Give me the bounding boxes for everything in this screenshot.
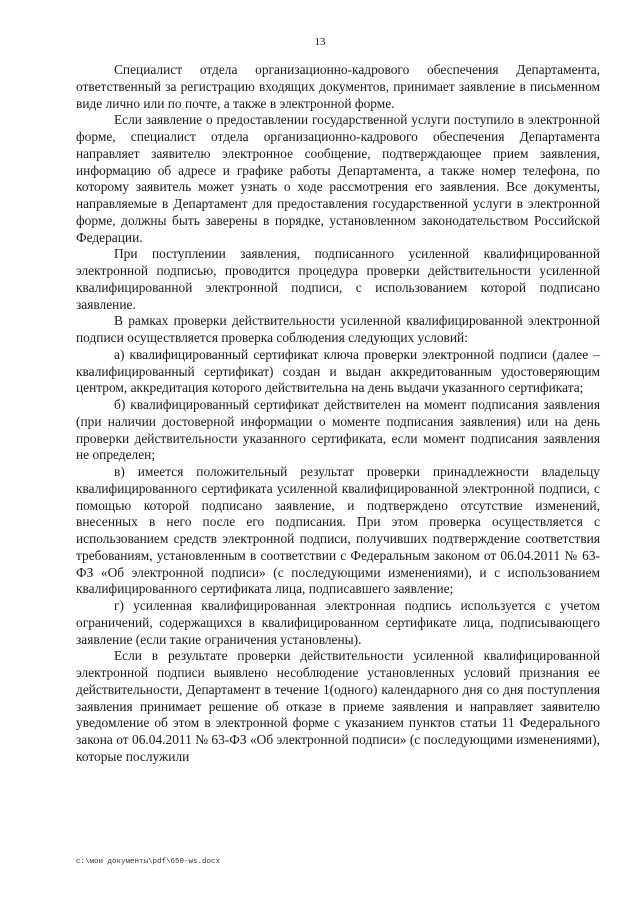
paragraph-electronic-application: Если заявление о предоставлении государственной услуги поступило в электронной форме, специалист отдела организационно-кадрового обеспечения Департамента направляет заявителю электронное сообщение, подтверждающее прием заявления, информацию об адресе и графике работы Департамента, а также номер телефона, по которому заявитель может узнать о ходе рассмотрения его заявления. Все документы, направляемые в Департамент для предоставления государственной услуги в электронной форме, должны быть заверены в порядке, установленном законодательством Российской Федерации. [76, 112, 600, 245]
paragraph-condition-b: б) квалифицированный сертификат действителен на момент подписания заявления (при наличии достоверной информации о моменте подписания заявления) или на день проверки действительности указанного сертификата, если момент подписания заявления не определен; [76, 397, 600, 463]
document-body [76, 62, 600, 766]
paragraph-check-conditions: В рамках проверки действительности усиленной квалифицированной электронной подписи осуществляется проверка соблюдения следующих условий: [76, 313, 600, 345]
paragraph-condition-a: а) квалифицированный сертификат ключа проверки электронной подписи (далее – квалифицированный сертификат) создан и выдан аккредитованным удостоверяющим центром, аккредитация которого действительна на день выдачи указанного сертификата; [76, 346, 600, 396]
paragraph-refusal: Если в результате проверки действительности усиленной квалифицированной электронной подписи выявлено несоблюдение установленных условий признания ее действительности, Департамент в течение 1(одного) календарного дня со дня поступления заявления принимает решение об отказе в приеме заявления и направляет заявителю уведомление об этом в электронной форме с указанием пунктов статьи 11 Федерального закона от 06.04.2011 № 63-ФЗ «Об электронной подписи» (с последующими изменениями), которые послужили [76, 648, 600, 764]
paragraph-condition-g: г) усиленная квалифицированная электронная подпись используется с учетом ограничений, содержащихся в квалифицированном сертификате лица, подписывающего заявление (если такие ограничения установлены). [76, 598, 600, 647]
paragraph-condition-v: в) имеется положительный результат проверки принадлежности владельцу квалифицированного сертификата усиленной квалифицированной электронной подписи, с помощью которой подписано заявление, и подтверждено отсутствие изменений, внесенных в него после его подписания. При этом проверка осуществляется с использованием средств электронной подписи, получивших подтверждение соответствия требованиям, установленным в соответствии с Федеральным законом от 06.04.2011 № 63-ФЗ «Об электронной подписи» (с последующими изменениями), и с использованием квалифицированного сертификата лица, подписавшего заявление; [76, 464, 600, 597]
footer-file-path: c:\мои документы\pdf\650-ws.docx [76, 858, 221, 866]
page-number: 13 [314, 36, 326, 48]
paragraph-signature-check: При поступлении заявления, подписанного усиленной квалифицированной электронной подписью, проводится процедура проверки действительности усиленной квалифицированной электронной подписи, с использованием которой подписано заявление. [76, 246, 600, 312]
paragraph-registration: Специалист отдела организационно-кадрового обеспечения Департамента, ответственный за регистрацию входящих документов, принимает заявление в письменном виде лично или по почте, а также в электронной форме. [76, 62, 600, 111]
